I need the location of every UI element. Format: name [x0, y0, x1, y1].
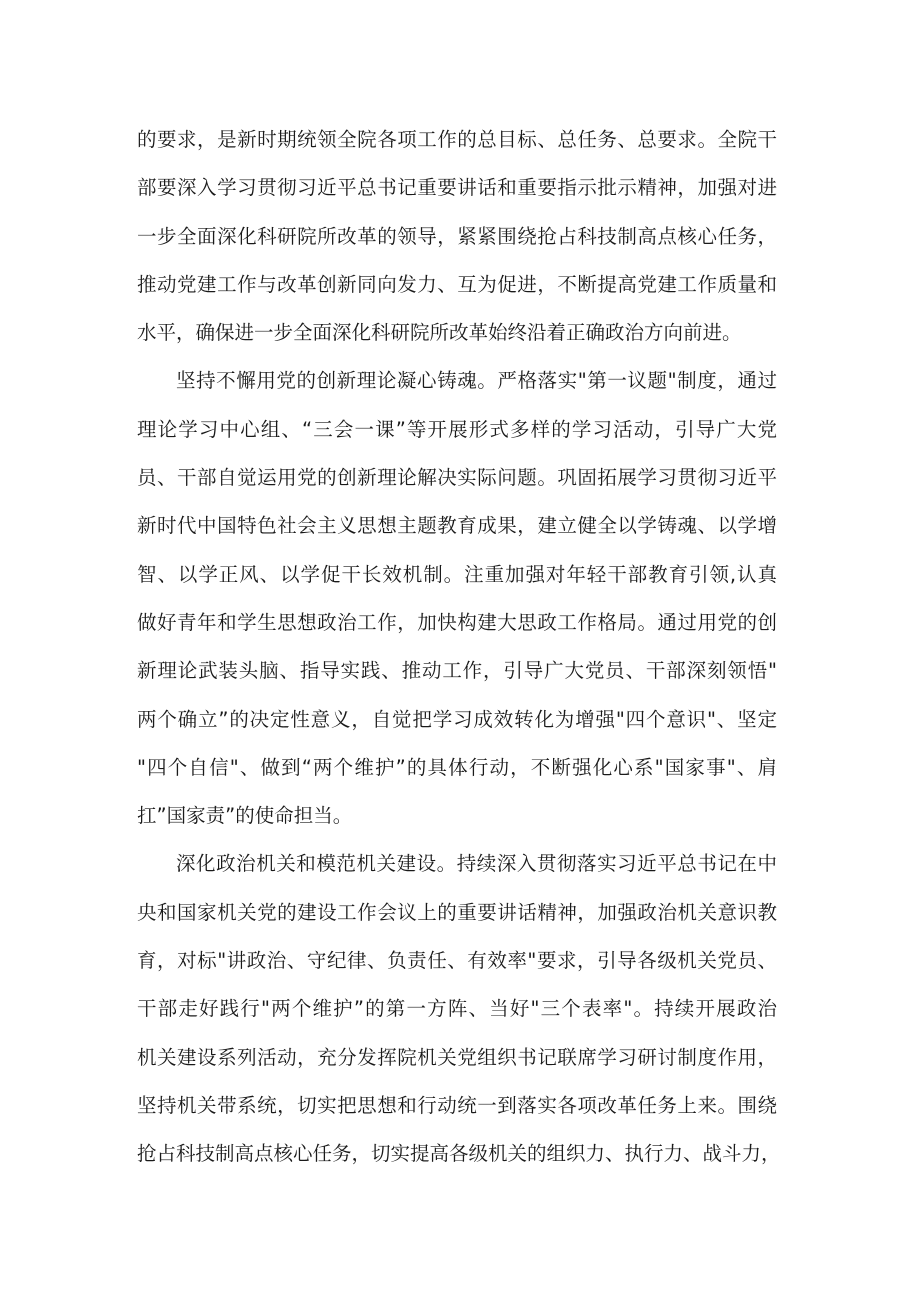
text-line: 两个确立”的决定性意义，自觉把学习成效转化为增强"四个意识"、坚定 — [137, 707, 777, 731]
text-line: 一步全面深化科研院所改革的领导，紧紧围绕抢占科技制高点核心任务， — [137, 224, 777, 248]
paragraph-2 — [137, 357, 777, 840]
text-line: 新时代中国特色社会主义思想主题教育成果，建立健全以学铸魂、以学增 — [137, 514, 777, 538]
document-body — [137, 116, 781, 1179]
text-line: 的要求，是新时期统领全院各项工作的总目标、总任务、总要求。全院干 — [137, 128, 777, 151]
text-line: 推动党建工作与改革创新同向发力、互为促进，不断提高党建工作质量和 — [137, 272, 777, 296]
text-line: 抢占科技制高点核心任务，切实提高各级机关的组织力、执行力、战斗力， — [137, 1142, 781, 1166]
text-line: 深化政治机关和模范机关建设。持续深入贯彻落实习近平总书记在中 — [176, 852, 777, 876]
paragraph-1 — [137, 116, 777, 357]
text-line: 水平，确保进一步全面深化科研院所改革始终沿着正确政治方向前进。 — [137, 321, 742, 345]
text-line: 机关建设系列活动，充分发挥院机关党组织书记联席学习研讨制度作用， — [137, 1045, 777, 1069]
text-line: 理论学习中心组、“三会一课”等开展形式多样的学习活动，引导广大党 — [137, 417, 777, 441]
text-line: 新理论武装头脑、指导实践、推动工作，引导广大党员、干部深刻领悟" — [137, 659, 777, 683]
paragraph-3 — [137, 840, 781, 1178]
text-line: 育，对标"讲政治、守纪律、负责任、有效率"要求，引导各级机关党员、 — [137, 949, 777, 973]
text-line: 央和国家机关党的建设工作会议上的重要讲话精神，加强政治机关意识教 — [137, 900, 777, 924]
text-line: 员、干部自觉运用党的创新理论解决实际问题。巩固拓展学习贯彻习近平 — [137, 466, 777, 490]
text-line: 干部走好践行"两个维护”的第一方阵、当好"三个表率"。持续开展政治 — [137, 997, 777, 1021]
text-line: 坚持机关带系统，切实把思想和行动统一到落实各项改革任务上来。围绕 — [137, 1093, 777, 1117]
text-line: 做好青年和学生思想政治工作，加快构建大思政工作格局。通过用党的创 — [137, 610, 777, 634]
text-line: 部要深入学习贯彻习近平总书记重要讲话和重要指示批示精神，加强对进 — [137, 176, 777, 200]
text-line: 坚持不懈用党的创新理论凝心铸魂。严格落实"第一议题"制度，通过 — [176, 369, 777, 393]
text-line: 智、以学正风、以学促干长效机制。注重加强对年轻干部教育引领,认真 — [137, 562, 777, 586]
text-line: "四个自信"、做到“两个维护”的具体行动，不断强化心系"国家事"、肩 — [137, 755, 777, 779]
text-line: 扛”国家责”的使命担当。 — [137, 804, 353, 828]
